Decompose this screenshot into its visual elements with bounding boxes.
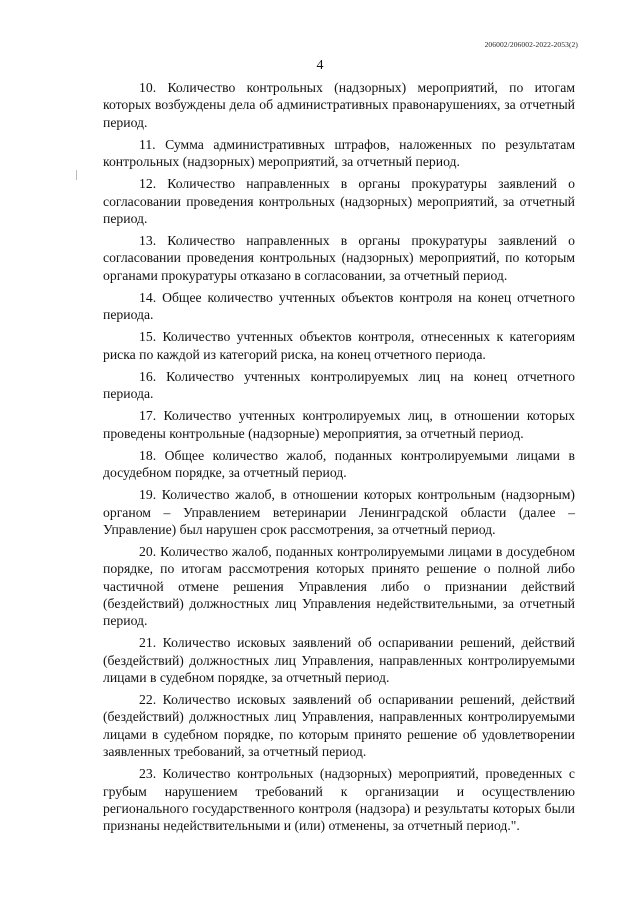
list-item: 13. Количество направленных в органы прокуратуры заявлений о согласовании проведения контрольных (надзорных) мероприятий, по которым органами прокуратуры отказано в согласовании, за отчетный период. [103, 233, 575, 283]
list-item: 15. Количество учтенных объектов контроля, отнесенных к категориям риска по каждой из категорий риска, на конец отчетного периода. [103, 329, 575, 362]
list-item: 17. Количество учтенных контролируемых лиц, в отношении которых проведены контрольные (надзорные) мероприятия, за отчетный период. [103, 408, 575, 441]
list-item: 11. Сумма административных штрафов, наложенных по результатам контрольных (надзорных) мероприятий, за отчетный период. [103, 136, 575, 170]
list-item: 22. Количество исковых заявлений об оспаривании решений, действий (бездействий) должностных лиц Управления, направленных контролируемыми лицами в судебном порядке, по которым принято решение об удовлетворении заявленных требований, за отчетный период. [103, 692, 575, 760]
list-item: 14. Общее количество учтенных объектов контроля на конец отчетного периода. [103, 289, 575, 323]
list-item: 21. Количество исковых заявлений об оспаривании решений, действий (бездействий) должностных лиц Управления, направленных контролируемыми лицами в судебном порядке, за отчетный период. [103, 635, 575, 685]
list-item: 10. Количество контрольных (надзорных) мероприятий, по итогам которых возбуждены дела об административных правонарушениях, за отчетный период. [103, 80, 575, 130]
page-number: 4 [316, 58, 324, 73]
list-item: 16. Количество учтенных контролируемых лиц на конец отчетного периода. [103, 368, 575, 402]
margin-mark [76, 170, 77, 180]
list-item: 23. Количество контрольных (надзорных) мероприятий, проведенных с грубым нарушением требований к организации и осуществлению регионального государственного контроля (надзора) и результаты которых были признаны недействительными и (или) отменены, за отчетный период.". [103, 766, 575, 834]
document-code: 206002/206002-2022-2053(2) [484, 40, 578, 49]
list-item: 20. Количество жалоб, поданных контролируемыми лицами в досудебном порядке, по итогам рассмотрения которых принято решение о полной либо частичной отмене решения Управления либо о признании действий (бездействий) должностных лиц Управления недействительными, за отчетный период. [103, 544, 575, 629]
document-body [103, 79, 575, 839]
list-item: 18. Общее количество жалоб, поданных контролируемыми лицами в досудебном порядке, за отчетный период. [103, 447, 575, 481]
list-item: 19. Количество жалоб, в отношении которых контрольным (надзорным) органом – Управлением ветеринарии Ленинградской области (далее – Управление) был нарушен срок рассмотрения, за отчетный период. [103, 487, 575, 537]
list-item: 12. Количество направленных в органы прокуратуры заявлений о согласовании проведения контрольных (надзорных) мероприятий, за отчетный период. [103, 176, 575, 226]
